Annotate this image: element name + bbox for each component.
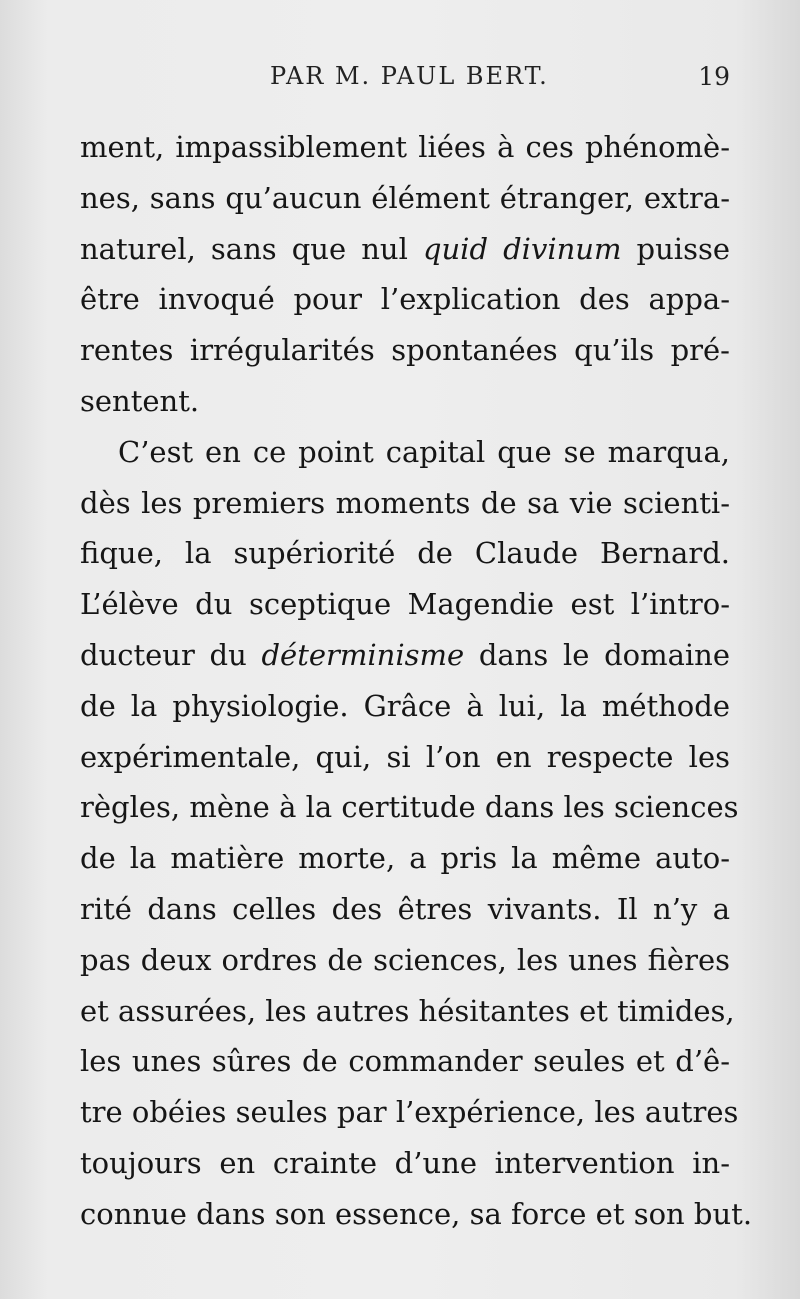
text-segment: expérimentale, qui, si l’on en respecte les bbox=[80, 739, 730, 774]
text-segment: naturel, sans que nul bbox=[80, 231, 423, 266]
text-segment: pas deux ordres de sciences, les unes fières bbox=[80, 942, 730, 977]
text-line bbox=[80, 833, 730, 884]
text-line bbox=[80, 935, 730, 986]
text-line bbox=[80, 1138, 730, 1189]
text-line bbox=[80, 528, 730, 579]
text-segment: C’est en ce point capital que se marqua, bbox=[118, 434, 730, 469]
text-segment: connue dans son essence, sa force et son but. bbox=[80, 1196, 753, 1231]
text-segment: rentes irrégularités spontanées qu’ils pré- bbox=[80, 333, 730, 368]
text-segment: rité dans celles des êtres vivants. Il n’y a bbox=[80, 891, 730, 926]
text-segment: règles, mène à la certitude dans les sciences bbox=[80, 790, 739, 825]
text-line bbox=[80, 1189, 753, 1240]
text-segment: L’élève du sceptique Magendie est l’intro- bbox=[80, 587, 730, 622]
text-segment: toujours en crainte d’une intervention in- bbox=[80, 1145, 730, 1180]
text-line bbox=[80, 1087, 739, 1138]
text-segment: ducteur du bbox=[80, 637, 262, 672]
text-segment: tre obéies seules par l’expérience, les autres bbox=[80, 1095, 739, 1130]
text-segment: ment, impassiblement liées à ces phénomè- bbox=[80, 130, 730, 164]
text-line bbox=[80, 681, 730, 732]
text-line bbox=[80, 732, 730, 783]
text-line bbox=[80, 884, 730, 935]
text-line bbox=[80, 630, 730, 681]
text-line bbox=[80, 274, 730, 325]
text-line bbox=[80, 1036, 730, 1087]
body-text bbox=[80, 122, 753, 1240]
text-segment: les unes sûres de commander seules et d’ê- bbox=[80, 1044, 730, 1079]
text-line bbox=[80, 376, 730, 427]
text-segment: dès les premiers moments de sa vie scienti- bbox=[80, 485, 730, 520]
text-segment: nes, sans qu’aucun élément étranger, extra- bbox=[80, 180, 730, 215]
text-line bbox=[80, 478, 730, 529]
text-segment: de la matière morte, a pris la même auto- bbox=[80, 841, 730, 876]
running-title: PAR M. PAUL BERT. bbox=[270, 62, 549, 90]
italic-text: quid divinum bbox=[422, 231, 622, 266]
text-line bbox=[80, 224, 730, 275]
text-segment: de la physiologie. Grâce à lui, la méthode bbox=[80, 688, 730, 723]
text-segment: dans le domaine bbox=[464, 637, 730, 672]
text-line bbox=[80, 986, 735, 1037]
text-line bbox=[80, 579, 730, 630]
italic-text: déterminisme bbox=[261, 637, 465, 672]
text-line bbox=[80, 325, 730, 376]
text-line bbox=[80, 122, 730, 173]
text-segment: et assurées, les autres hésitantes et timides, bbox=[80, 993, 735, 1028]
text-segment: fique, la supériorité de Claude Bernard. bbox=[80, 536, 730, 571]
text-segment: puisse bbox=[621, 231, 730, 266]
text-line bbox=[80, 782, 739, 833]
text-line bbox=[80, 427, 730, 478]
running-head bbox=[80, 62, 730, 98]
text-segment: sentent. bbox=[80, 383, 200, 418]
page-number: 19 bbox=[698, 62, 730, 91]
text-segment: être invoqué pour l’explication des appa- bbox=[80, 282, 730, 317]
text-line bbox=[80, 173, 730, 224]
